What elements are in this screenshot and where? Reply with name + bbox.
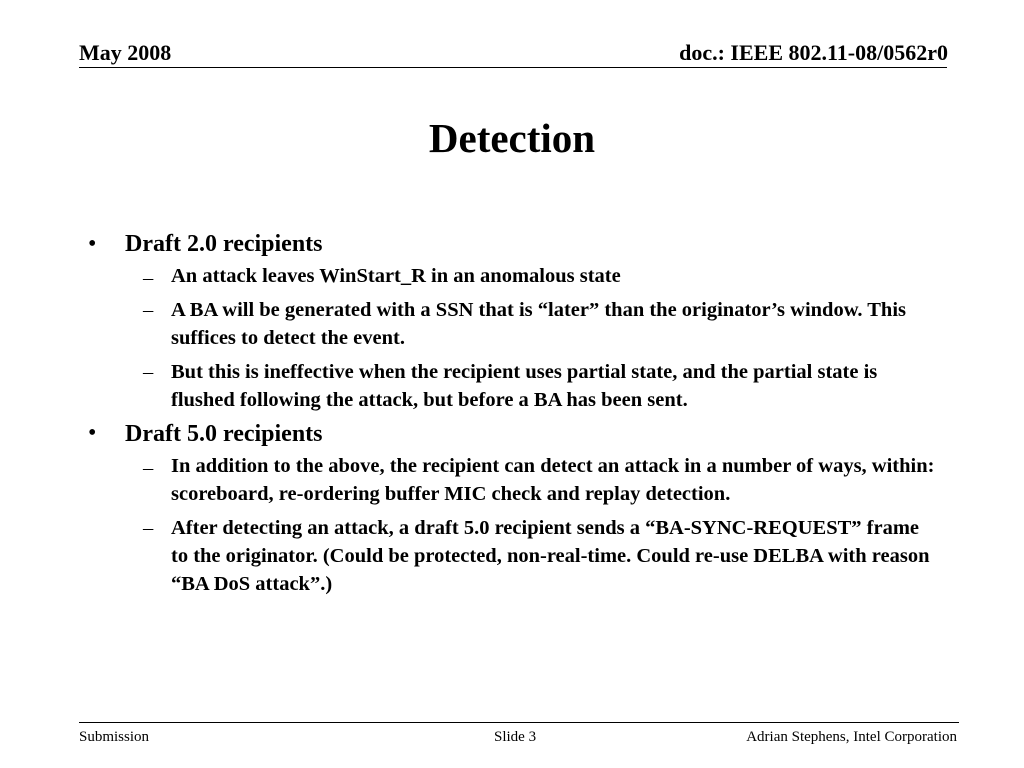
slide-title: Detection — [428, 115, 596, 161]
dash-marker: – — [143, 299, 154, 321]
dash-marker: – — [143, 517, 154, 539]
sub-bullet-text: After detecting an attack, a draft 5.0 recipient sends a “BA-SYNC-REQUEST” frame to the originator. (Could be protected, non-real-time. Could re-use DELBA with reason “BA DoS attack”.) — [171, 517, 930, 595]
footer-submission: Submission — [79, 729, 150, 745]
sub-bullet-ba-generated — [143, 290, 941, 352]
header-date: May 2008 — [79, 40, 172, 65]
sub-bullet-ba-sync-request — [143, 508, 941, 598]
sub-bullet-text: In addition to the above, the recipient can detect an attack in a number of ways, within: scoreboard, re-ordering buffer MIC check and replay detection. — [171, 455, 935, 505]
bullet-text: Draft 2.0 recipients — [125, 231, 323, 257]
footer-author: Adrian Stephens, Intel Corporation — [746, 729, 957, 745]
slide-body — [0, 225, 1024, 598]
sub-bullet-detection-methods — [143, 448, 941, 508]
footer-divider — [79, 722, 959, 723]
footer-slide-number: Slide 3 — [494, 729, 537, 745]
bullet-text: Draft 5.0 recipients — [125, 421, 323, 447]
dash-marker: – — [143, 457, 154, 479]
sub-bullet-text: But this is ineffective when the recipient uses partial state, and the partial state is flushed following the attack, but before a BA has been sent. — [171, 361, 878, 411]
bullet-draft-5-0 — [88, 414, 965, 448]
sub-bullet-text: An attack leaves WinStart_R in an anomalous state — [171, 265, 621, 287]
sub-bullet-anomalous-state — [143, 258, 941, 290]
sub-bullet-partial-state — [143, 352, 941, 414]
bullet-marker: • — [88, 420, 97, 446]
bullet-marker: • — [88, 231, 97, 257]
bullet-draft-2-0 — [88, 225, 965, 258]
dash-marker: – — [143, 267, 154, 289]
dash-marker: – — [143, 361, 154, 383]
header-doc-id: doc.: IEEE 802.11-08/0562r0 — [679, 40, 948, 65]
sub-bullet-text: A BA will be generated with a SSN that is “later” than the originator’s window. This suffices to detect the event. — [171, 299, 907, 349]
header-divider — [79, 67, 947, 68]
